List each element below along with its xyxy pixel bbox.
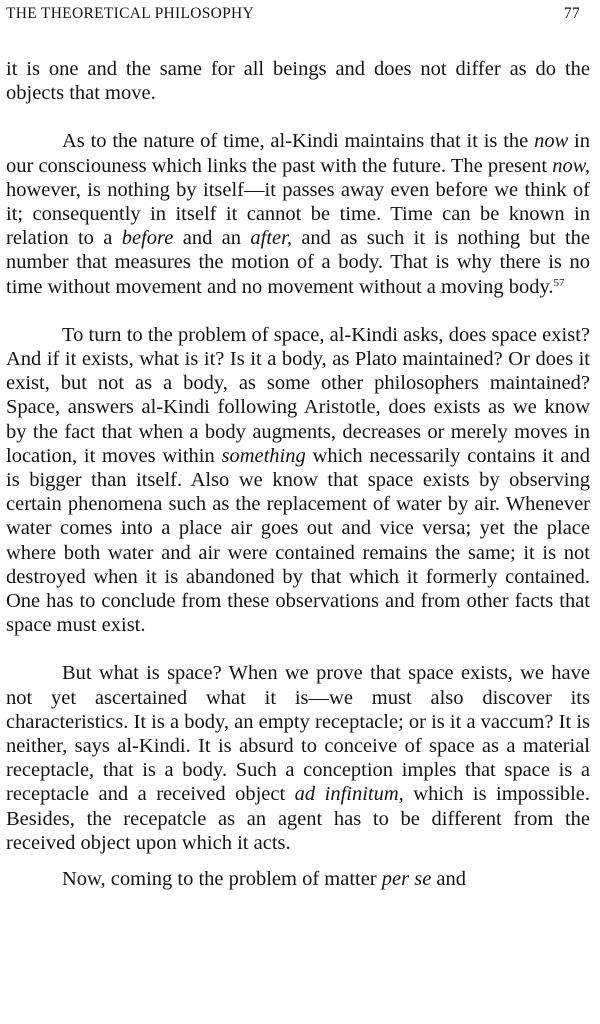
- paragraph-1: [6, 57, 590, 105]
- page-number: 77: [563, 5, 580, 22]
- paragraph-4-text-b: which is impossible. Besides, the recepatcle as an agent has to be different from the received object upon which it acts.: [6, 783, 590, 854]
- paragraph-2-text-c: however, is nothing by itself—it passes away even before we think of it; consequently in itself it cannot be time. Time can be known in relation to a: [6, 178, 590, 250]
- paragraph-2-text-e: and as such it is nothing but the number that measures the motion of a body. That is why there is no time without movement and no movement without a moving body.: [6, 227, 591, 298]
- paragraph-2-text-d: and an: [173, 227, 251, 250]
- paragraph-4-text-a: But what is space? When we prove that space exists, we have not yet ascertained what it is—we must also discover its characteristics. It is a body, an empty receptacle; or is it a vaccum? It is neither, says al-Kindi. It is absurd to conceive of space as a material receptacle, that is a body. Such a conception imples that space is a receptacle and a received object: [6, 662, 590, 806]
- paragraph-5-emphasis: per se: [381, 868, 432, 891]
- paragraph-2: [6, 129, 590, 298]
- paragraph-3: [6, 323, 590, 638]
- paragraph-4: [6, 661, 590, 855]
- paragraph-5-text-a: Now, coming to the problem of matter: [62, 868, 382, 891]
- paragraph-4-emphasis: ad infinitum,: [294, 783, 404, 806]
- paragraph-2-emphasis-after: after,: [250, 227, 292, 250]
- paragraph-5-text-b: and: [431, 868, 467, 891]
- paragraph-2-text-b: in our consciouness which links the past with the future. The present: [6, 130, 590, 177]
- paragraph-2-emphasis-now: now: [534, 130, 569, 153]
- paragraph-3-text-a: To turn to the problem of space, al-Kindi asks, does space exist? And if it exists, what is it? Is it a body, as Plato maintained? Or does it exist, but not as a body, as some other philosophers maintained? Space, answers al-Kindi following Aristotle, does exists as we know by the fact that when a body augments, decreases or merely moves in location, it moves within: [6, 323, 590, 467]
- page-body: [6, 57, 590, 891]
- paragraph-2-emphasis-before: before: [121, 227, 174, 250]
- paragraph-3-text-b: which necessarily contains it and is bigger than itself. Also we know that space exists by observing certain phenomena such as the replacement of water by air. Whenever water comes into a place air goes out and vice versa; yet the place where both water and air were contained remains the same; it is not destroyed when it is abandoned by that which it formerly contained. One has to conclude from these observations and from other facts that space must exist.: [6, 444, 590, 637]
- paragraph-1-text: it is one and the same for all beings and does not differ as do the objects that move.: [6, 58, 590, 105]
- paragraph-3-emphasis: something: [221, 444, 306, 467]
- paragraph-2-emphasis-now-2: now,: [552, 154, 590, 177]
- running-title: THE THEORETICAL PHILOSOPHY: [6, 5, 255, 22]
- paragraph-5: [6, 867, 590, 891]
- paragraph-2-text-a: As to the nature of time, al-Kindi maintains that it is the: [62, 130, 535, 153]
- footnote-reference: 57: [553, 276, 565, 289]
- running-header: [6, 4, 580, 24]
